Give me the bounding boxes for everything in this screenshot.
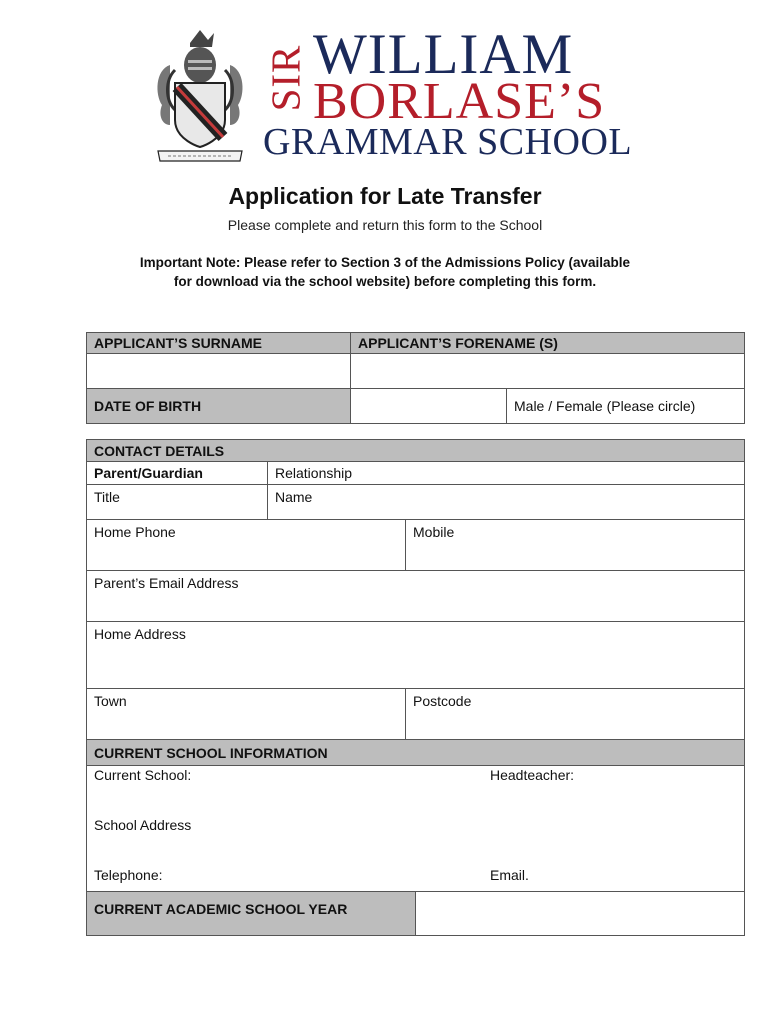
parent-email-field[interactable]: Parent’s Email Address <box>87 571 745 622</box>
postcode-field[interactable]: Postcode <box>406 689 745 740</box>
important-note <box>90 253 680 291</box>
school-info-block[interactable] <box>87 766 745 892</box>
school-section-header: CURRENT SCHOOL INFORMATION <box>87 740 745 766</box>
surname-field[interactable] <box>87 354 351 389</box>
logo-borlases-text: BORLASE’S <box>313 73 606 130</box>
form-subtitle: Please complete and return this form to the School <box>227 217 543 233</box>
logo-grammar-school-text: GRAMMAR SCHOOL <box>263 121 633 163</box>
forename-label: APPLICANT’S FORENAME (S) <box>351 333 745 354</box>
academic-year-label: CURRENT ACADEMIC SCHOOL YEAR <box>87 892 416 936</box>
mobile-field[interactable]: Mobile <box>406 520 745 571</box>
relationship-field[interactable]: Relationship <box>268 462 745 485</box>
home-address-field[interactable]: Home Address <box>87 622 745 689</box>
form-title: Application for Late Transfer <box>228 183 542 209</box>
note-line-1: Important Note: Please refer to Section 3 of the Admissions Policy (available <box>139 255 631 270</box>
town-field[interactable]: Town <box>87 689 406 740</box>
gender-field[interactable]: Male / Female (Please circle) <box>507 389 745 424</box>
note-line-2: for download via the school website) before completing this form. <box>173 274 597 289</box>
home-phone-field[interactable]: Home Phone <box>87 520 406 571</box>
title-field[interactable]: Title <box>87 485 268 520</box>
forename-field[interactable] <box>351 354 745 389</box>
name-field[interactable]: Name <box>268 485 745 520</box>
surname-label: APPLICANT’S SURNAME <box>87 333 351 354</box>
academic-year-field[interactable] <box>416 892 745 936</box>
dob-field[interactable] <box>351 389 507 424</box>
contact-section-header: CONTACT DETAILS <box>87 440 745 462</box>
school-address-label: School Address <box>94 817 192 833</box>
parent-guardian-label: Parent/Guardian <box>87 462 268 485</box>
applicant-table <box>86 332 745 424</box>
headteacher-label: Headteacher: <box>490 767 575 783</box>
school-crest-logo <box>150 25 250 165</box>
logo-sir-text: SIR <box>262 44 308 112</box>
contact-details-table <box>86 439 745 740</box>
logo-william-text: WILLIAM <box>313 23 574 86</box>
current-school-label: Current School: <box>94 767 192 783</box>
school-email-label: Email. <box>490 867 529 883</box>
current-school-table <box>86 739 745 936</box>
telephone-label: Telephone: <box>94 867 163 883</box>
dob-label: DATE OF BIRTH <box>87 389 351 424</box>
